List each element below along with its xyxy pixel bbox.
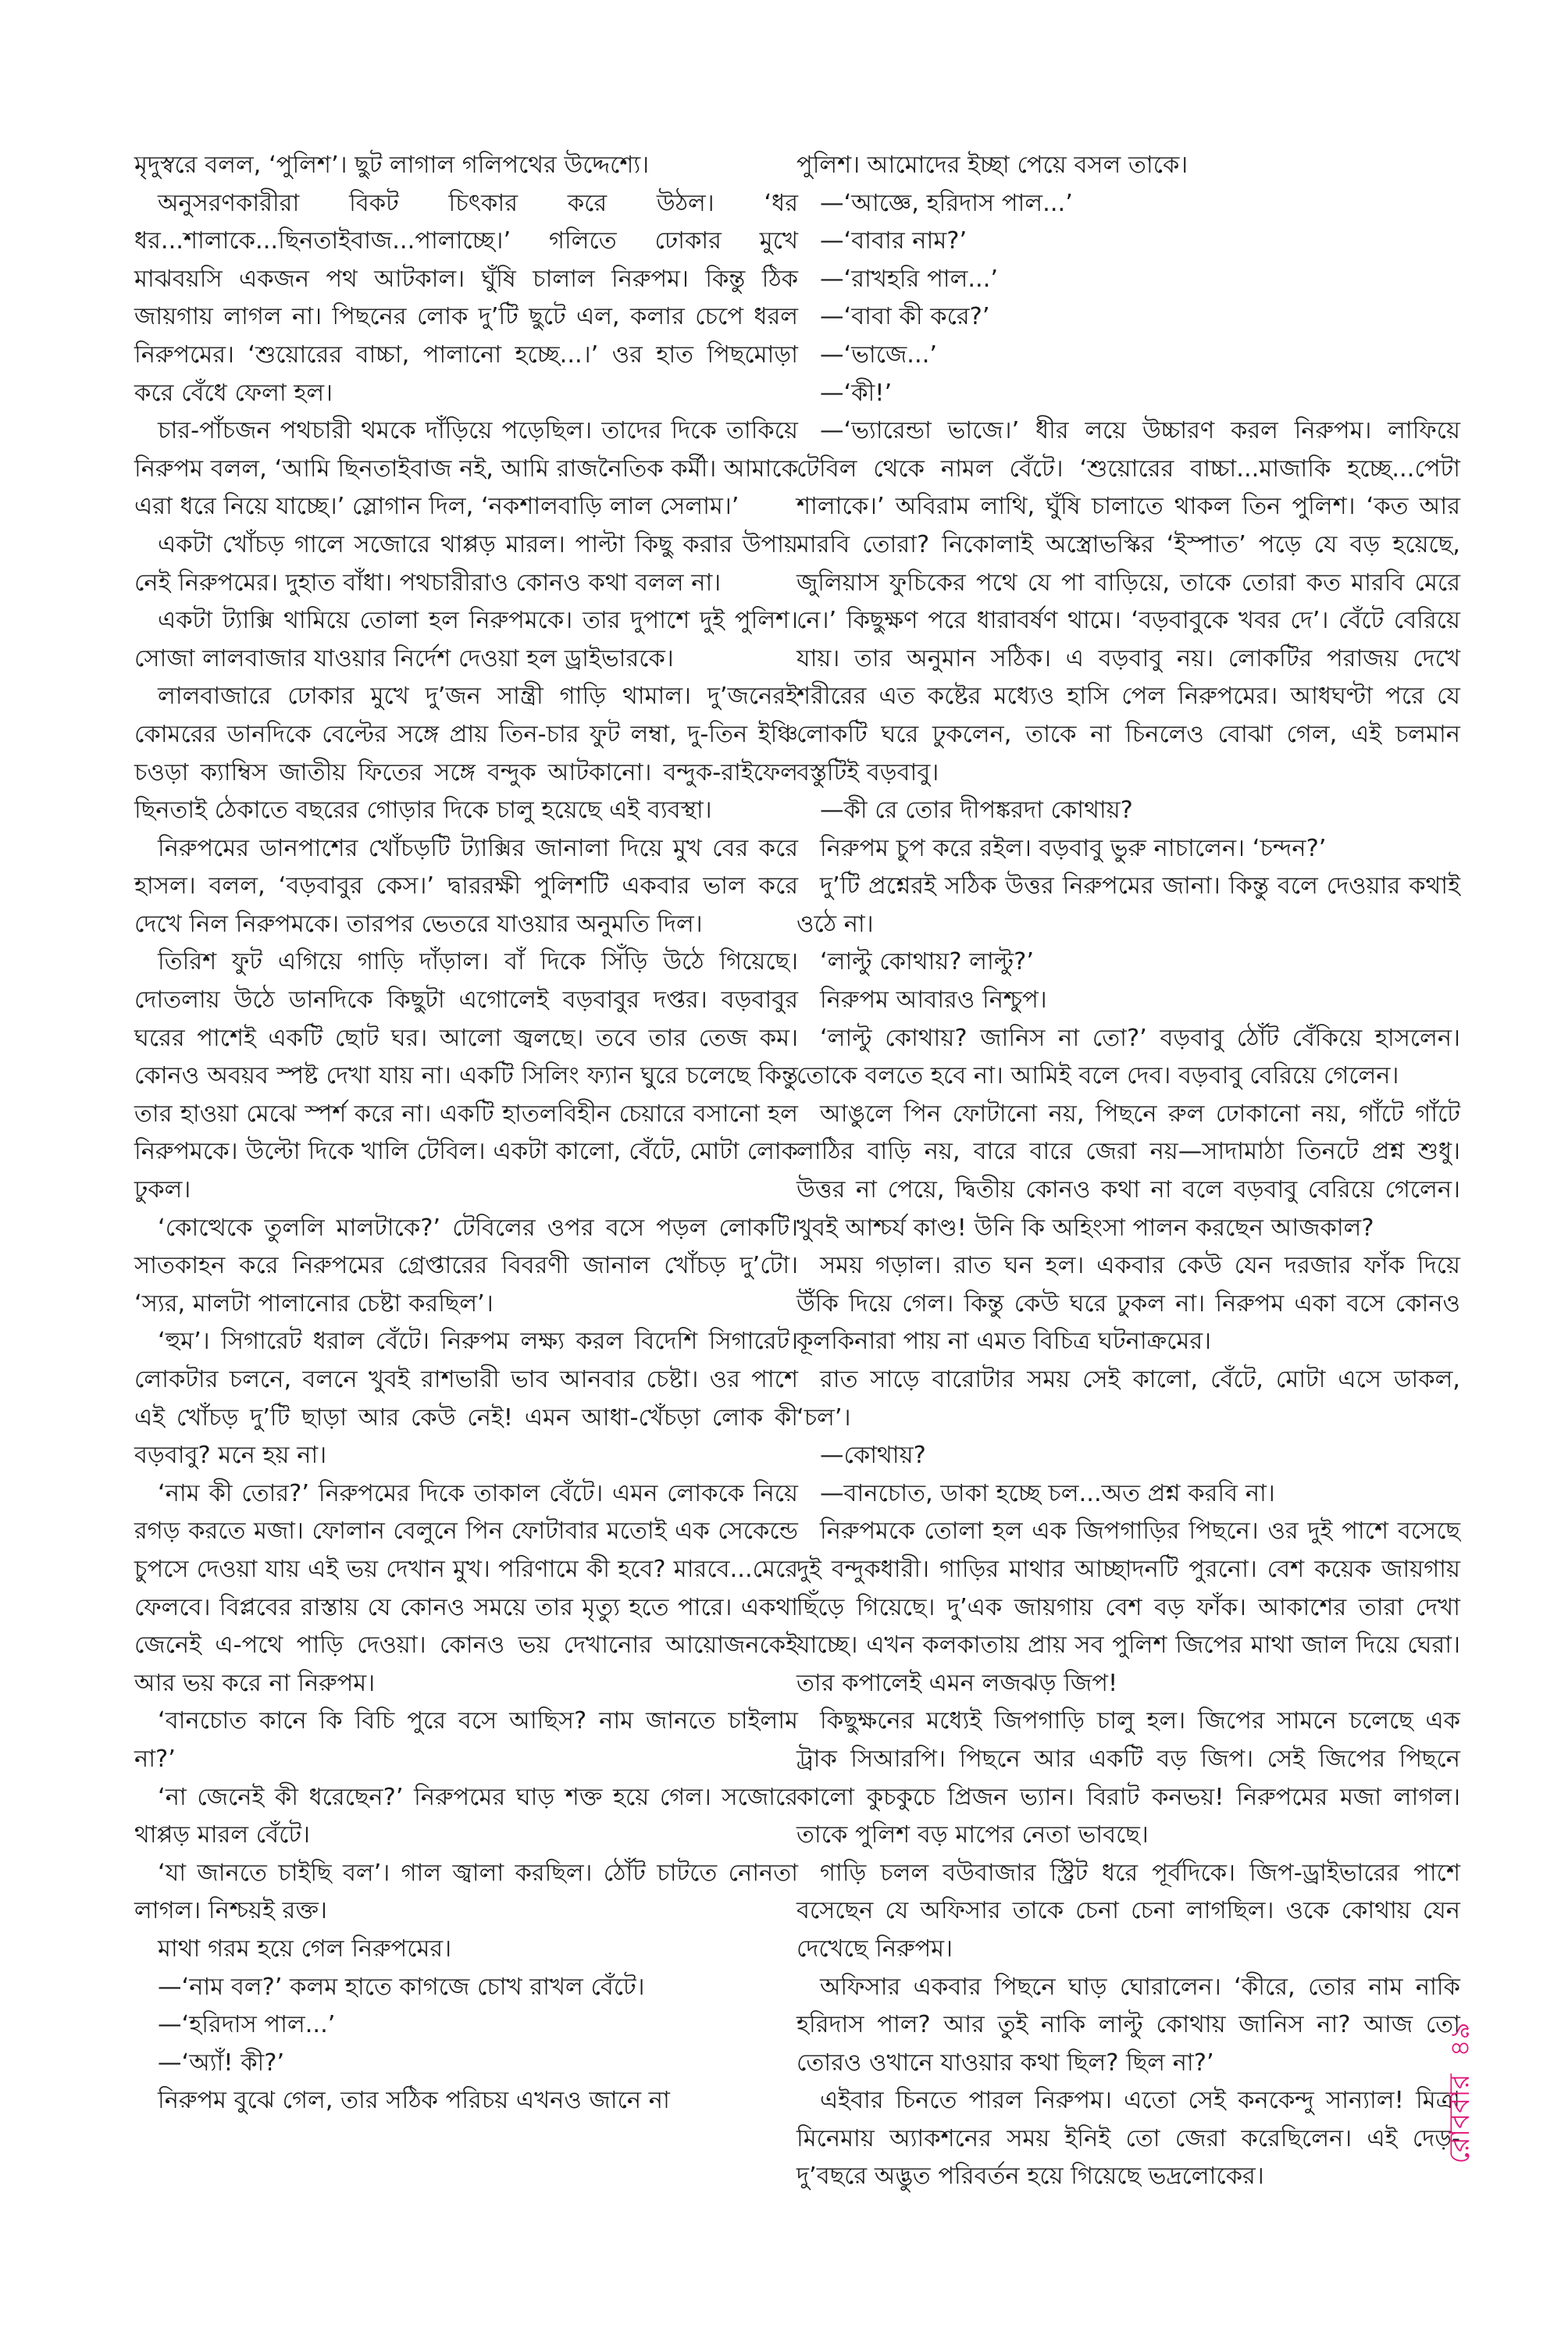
paragraph: ‘বানচোত কানে কি বিচি পুরে বসে আছিস? নাম জানতে চাইলাম না?’ (134, 1707, 798, 1773)
paragraph: অফিসার একবার পিছনে ঘাড় ঘোরালেন। ‘কীরে, তোর নাম নাকি হরিদাস পাল? আর তুই নাকি লাল্টু কোথায় জানিস না? আজ তো তোরও ওখানে যাওয়ার কথা ছিল? ছিল না?’ (796, 1973, 1460, 2077)
paragraph: তিরিশ ফুট এগিয়ে গাড়ি দাঁড়াল। বাঁ দিকে সিঁড়ি উঠে গিয়েছে। দোতলায় উঠে ডানদিকে কিছুটা এগোলেই বড়বাবুর দপ্তর। বড়বাবুর ঘরের পাশেই একটি ছোট ঘর। আলো জ্বলছে। তবে তার তেজ কম। কোনও অবয়ব স্পষ্ট দেখা যায় না। একটি সিলিং ফ্যান ঘুরে চলেছে কিন্তু তার হাওয়া মেঝে স্পর্শ করে না। একটি হাতলবিহীন চেয়ারে বসানো হল নিরুপমকে। উল্টো দিকে খালি টেবিল। একটা কালো, বেঁটে, মোটা লোক ঢুকল। (134, 948, 798, 1204)
paragraph: —কী রে তোর দীপঙ্করদা কোথায়? (820, 797, 1133, 825)
paragraph: —বানচোত, ডাকা হচ্ছে চল...অত প্রশ্ন করবি না। (820, 1479, 1275, 1507)
paragraph: ‘লাল্টু কোথায়? জানিস না তো?’ বড়বাবু ঠোঁট বেঁকিয়ে হাসলেন। তোকে বলতে হবে না। আমিই বলে দেব। বড়বাবু বেরিয়ে গেলেন। (796, 1024, 1460, 1090)
paragraph: নিরুপমকে তোলা হল এক জিপগাড়ির পিছনে। ওর দুই পাশে বসেছে দুই বন্দুকধারী। গাড়ির মাথার আচ্ছাদনটি পুরনো। বেশ কয়েক জায়গায় ছিঁড়ে গিয়েছে। দু’এক জায়গায় বেশ বড় ফাঁক। আকাশের তারা দেখা যাচ্ছে। এখন কলকাতায় প্রায় সব পুলিশ জিপের মাথা জাল দিয়ে ঘেরা। তার কপালেই এমন লজঝড় জিপ! (796, 1517, 1460, 1697)
paragraph: —‘বাবা কী করে?’ (820, 303, 990, 331)
page-number: ৪৯ (1444, 2022, 1476, 2057)
paragraph: —‘হরিদাস পাল...’ (158, 2011, 336, 2039)
paragraph: সময় গড়াল। রাত ঘন হল। একবার কেউ যেন দরজার ফাঁক দিয়ে উঁকি দিয়ে গেল। কিন্তু কেউ ঘরে ঢুকল না। নিরুপম একা বসে কোনও কূলকিনারা পায় না এমত বিচিত্র ঘটনাক্রমের। (796, 1252, 1460, 1356)
paragraph: ‘কোত্থেকে তুললি মালটাকে?’ টেবিলের ওপর বসে পড়ল লোকটি। সাতকাহন করে নিরুপমের গ্রেপ্তারের বিবরণী জানাল খোঁচড় দু’টো। ‘স্যর, মালটা পালানোর চেষ্টা করছিল’। (134, 1214, 798, 1318)
paragraph: ‘লাল্টু কোথায়? লাল্টু?’ (820, 948, 1035, 976)
paragraph: মাথা গরম হয়ে গেল নিরুপমের। (158, 1935, 452, 1963)
paragraph: এইবার চিনতে পারল নিরুপম। এতো সেই কনকেন্দু সান্যাল! মিত্রা মিনেমায় অ্যাকশনের সময় ইনিই তো জেরা করেছিলেন। এই দেড়-দু’বছরে অদ্ভুত পরিবর্তন হয়ে গিয়েছে ভদ্রলোকের। (796, 2087, 1460, 2191)
paragraph: ‘হুম’। সিগারেট ধরাল বেঁটে। নিরুপম লক্ষ্য করল বিদেশি সিগারেট। লোকটার চলনে, বলনে খুবই রাশভারী ভাব আনবার চেষ্টা। ওর পাশে এই খোঁচড় দু’টি ছাড়া আর কেউ নেই! এমন আধা-খেঁচড়া লোক কী বড়বাবু? মনে হয় না। (134, 1328, 798, 1470)
paragraph: —‘অ্যাঁ! কী?’ (158, 2049, 285, 2077)
paragraph: ‘না জেনেই কী ধরেছেন?’ নিরুপমের ঘাড় শক্ত হয়ে গেল। সজোরে থাপ্পড় মারল বেঁটে। (134, 1783, 798, 1849)
paragraph: —‘বাবার নাম?’ (820, 227, 968, 255)
paragraph: একটা ট্যাক্সি থামিয়ে তোলা হল নিরুপমকে। তার দুপাশে দুই পুলিশ। সোজা লালবাজার যাওয়ার নির্দেশ দেওয়া হল ড্রাইভারকে। (134, 607, 798, 672)
paragraph: ‘নাম কী তোর?’ নিরুপমের দিকে তাকাল বেঁটে। এমন লোককে নিয়ে রগড় করতে মজা। ফোলান বেলুনে পিন ফোটাবার মতোই এক সেকেন্ডে চুপসে দেওয়া যায় এই ভয় দেখান মুখ। পরিণামে কী হবে? মারবে...মেরে ফেলবে। বিপ্লবের রাস্তায় যে কোনও সময়ে তার মৃত্যু হতে পারে। একথা জেনেই এ-পথে পাড়ি দেওয়া। কোনও ভয় দেখানোর আয়োজনকেই আর ভয় করে না নিরুপম। (134, 1479, 798, 1697)
paragraph: —কোথায়? (820, 1442, 926, 1470)
paragraph: চার-পাঁচজন পথচারী থমকে দাঁড়িয়ে পড়েছিল। তাদের দিকে তাকিয়ে নিরুপম বলল, ‘আমি ছিনতাইবাজ নই, আমি রাজনৈতিক কর্মী। আমাকে এরা ধরে নিয়ে যাচ্ছে।’ স্লোগান দিল, ‘নকশালবাড়ি লাল সেলাম।’ (134, 417, 798, 521)
page-footer (1384, 2022, 1540, 2164)
paragraph: নিরুপম আবারও নিশ্চুপ। (820, 986, 1047, 1015)
paragraph: একটা খোঁচড় গালে সজোরে থাপ্পড় মারল। পাল্টা কিছু করার উপায় নেই নিরুপমের। দুহাত বাঁধা। পথচারীরাও কোনও কথা বলল না। (134, 530, 798, 597)
paragraph: লালবাজারে ঢোকার মুখে দু’জন সান্ত্রী গাড়ি থামাল। দু’জনেরই কোমরের ডানদিকে বেল্টের সঙ্গে প্রায় তিন-চার ফুট লম্বা, দু-তিন ইঞ্চি চওড়া ক্যাম্বিস জাতীয় ফিতের সঙ্গে বন্দুক আটকানো। বন্দুক-রাইফেল ছিনতাই ঠেকাতে বছরের গোড়ার দিকে চালু হয়েছে এই ব্যবস্থা। (134, 683, 798, 825)
paragraph: নিরুপমের ডানপাশের খোঁচড়টি ট্যাক্সির জানালা দিয়ে মুখ বের করে হাসল। বলল, ‘বড়বাবুর কেস।’ দ্বাররক্ষী পুলিশটি একবার ভাল করে দেখে নিল নিরুপমকে। তারপর ভেতরে যাওয়ার অনুমতি দিল। (134, 834, 798, 938)
paragraph: নিরুপম চুপ করে রইল। বড়বাবু ভুরু নাচালেন। ‘চন্দন?’ (820, 834, 1327, 862)
paragraph: —‘ভাজে...’ (820, 341, 938, 369)
left-text-column (134, 147, 798, 2120)
paragraph: —‘ভ্যারেন্ডা ভাজে।’ ধীর লয়ে উচ্চারণ করল নিরুপম। লাফিয়ে টেবিল থেকে নামল বেঁটে। ‘শুয়োরের বাচ্চা...মাজাকি হচ্ছে...পেটা শালাকে।’ অবিরাম লাথি, ঘুঁষি চালাতে থাকল তিন পুলিশ। ‘কত আর মারবি তোরা? নিকোলাই অস্ত্রোভস্কির ‘ইস্পাত’ পড়ে যে বড় হয়েছে, জুলিয়াস ফুচিকের পথে যে পা বাড়িয়ে, তাকে তোরা কত মারবি মেরে নে।’ কিছুক্ষণ পরে ধারাবর্ষণ থামে। ‘বড়বাবুকে খবর দে’। বেঁটে বেরিয়ে যায়। তার অনুমান সঠিক। এ বড়বাবু নয়। লোকটির পরাজয় দেখে শরীরের এত কষ্টের মধ্যেও হাসি পেল নিরুপমের। আধঘণ্টা পরে যে লোকটি ঘরে ঢুকলেন, তাকে না চিনলেও বোঝা গেল, এই চলমান বস্তুটিই বড়বাবু। (796, 417, 1460, 786)
paragraph: নিরুপম বুঝে গেল, তার সঠিক পরিচয় এখনও জানে না (158, 2087, 670, 2115)
paragraph: আঙুলে পিন ফোটানো নয়, পিছনে রুল ঢোকানো নয়, গাঁটে গাঁটে লাঠির বাড়ি নয়, বারে বারে জেরা নয়—সাদামাঠা তিনটে প্রশ্ন শুধু। উত্তর না পেয়ে, দ্বিতীয় কোনও কথা না বলে বড়বাবু বেরিয়ে গেলেন। খুবই আশ্চর্য কাণ্ড! উনি কি অহিংসা পালন করছেন আজকাল? (796, 1100, 1460, 1242)
paragraph: দু’টি প্রশ্নেরই সঠিক উত্তর নিরুপমের জানা। কিন্তু বলে দেওয়ার কথাই ওঠে না। (796, 872, 1460, 938)
paragraph: —‘কী!’ (820, 379, 893, 407)
paragraph: মৃদুস্বরে বলল, ‘পুলিশ’। ছুট লাগাল গলিপথের উদ্দেশ্যে। (134, 152, 650, 179)
paragraph: —‘রাখহরি পাল...’ (820, 265, 999, 293)
paragraph: —‘আজ্ঞে, হরিদাস পাল...’ (820, 189, 1073, 217)
magazine-name: রোববার (1444, 2074, 1476, 2164)
right-text-column (796, 147, 1460, 2196)
paragraph: কিছুক্ষনের মধ্যেই জিপগাড়ি চালু হল। জিপের সামনে চলেছে এক ট্রাক সিআরপি। পিছনে আর একটি বড় জিপ। সেই জিপের পিছনে কালো কুচকুচে প্রিজন ভ্যান। বিরাট কনভয়! নিরুপমের মজা লাগল। তাকে পুলিশ বড় মাপের নেতা ভাবছে। (796, 1707, 1460, 1849)
paragraph: গাড়ি চলল বউবাজার স্ট্রিট ধরে পূর্বদিকে। জিপ-ড্রাইভারের পাশে বসেছেন যে অফিসার তাকে চেনা চেনা লাগছিল। ওকে কোথায় যেন দেখেছে নিরুপম। (796, 1859, 1460, 1963)
paragraph: রাত সাড়ে বারোটার সময় সেই কালো, বেঁটে, মোটা এসে ডাকল, ‘চল’। (796, 1366, 1460, 1432)
paragraph: ‘যা জানতে চাইছি বল’। গাল জ্বালা করছিল। ঠোঁট চাটতে নোনতা লাগল। নিশ্চয়ই রক্ত। (134, 1859, 798, 1925)
paragraph: পুলিশ। আমোদের ইচ্ছা পেয়ে বসল তাকে। (796, 152, 1188, 179)
paragraph: অনুসরণকারীরা বিকট চিৎকার করে উঠল। ‘ধর ধর...শালাকে...ছিনতাইবাজ...পালাচ্ছে।’ গলিতে ঢোকার মুখে মাঝবয়সি একজন পথ আটকাল। ঘুঁষি চালাল নিরুপম। কিন্তু ঠিক জায়গায় লাগল না। পিছনের লোক দু’টি ছুটে এল, কলার চেপে ধরল নিরুপমের। ‘শুয়োরের বাচ্চা, পালানো হচ্ছে...।’ ওর হাত পিছমোড়া করে বেঁধে ফেলা হল। (134, 189, 798, 407)
paragraph: —‘নাম বল?’ কলম হাতে কাগজে চোখ রাখল বেঁটে। (158, 1973, 645, 2001)
